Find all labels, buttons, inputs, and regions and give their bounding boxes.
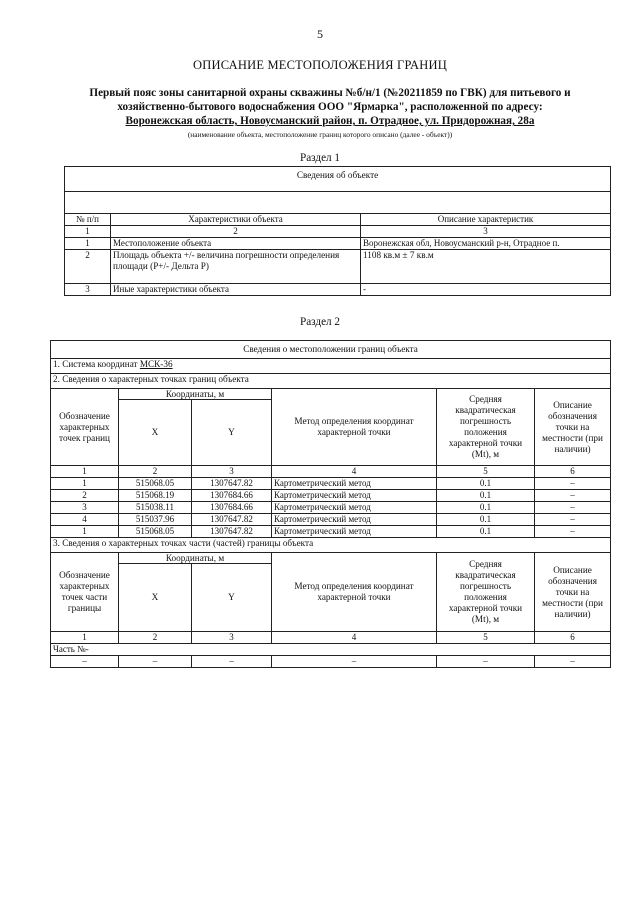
point-x: 515068.05 — [119, 526, 192, 538]
col-number: 4 — [272, 632, 437, 644]
coord-system-value: МСК-36 — [139, 359, 173, 369]
part-cell: – — [119, 656, 192, 668]
row-characteristic: Местоположение объекта — [111, 238, 361, 250]
point-y: 1307647.82 — [192, 478, 272, 490]
table-row — [51, 502, 611, 514]
coord-system-label: 1. Система координат — [53, 359, 140, 369]
part-cell: – — [192, 656, 272, 668]
col-number: 5 — [437, 466, 535, 478]
point-error: 0.1 — [437, 490, 535, 502]
point-number: 1 — [51, 478, 119, 490]
boundary-table-title: Сведения о местоположении границ объекта — [51, 341, 611, 359]
table-row — [65, 250, 611, 284]
parts-header-error: Средняя квадратическая погрешность положения характерной точки (Мt), м — [437, 553, 535, 632]
parts-header-method: Метод определения координат характерной точки — [272, 553, 437, 632]
col-number: 3 — [361, 226, 611, 238]
col-number: 1 — [51, 632, 119, 644]
point-number: 2 — [51, 490, 119, 502]
coord-system — [51, 359, 611, 374]
col-number: 6 — [535, 632, 611, 644]
point-x: 515068.19 — [119, 490, 192, 502]
point-x: 515037.96 — [119, 514, 192, 526]
point-description: – — [535, 526, 611, 538]
row-number: 3 — [65, 284, 111, 296]
row-number: 1 — [65, 238, 111, 250]
point-y: 1307684.66 — [192, 502, 272, 514]
header-error: Средняя квадратическая погрешность положения характерной точки (Мt), м — [437, 389, 535, 466]
header-description: Описание обозначения точки на местности (при наличии) — [535, 389, 611, 466]
point-method: Картометрический метод — [272, 490, 437, 502]
part-cell: – — [51, 656, 119, 668]
part-label: Часть №- — [51, 644, 611, 656]
parts-header-designation: Обозначение характерных точек части границы — [51, 553, 119, 632]
header-description: Описание характеристик — [361, 214, 611, 226]
header-number: № п/п — [65, 214, 111, 226]
point-number: 4 — [51, 514, 119, 526]
point-description: – — [535, 514, 611, 526]
subject-heading — [52, 86, 608, 128]
section1-title: Раздел 1 — [299, 152, 341, 164]
col-number: 1 — [65, 226, 111, 238]
header-characteristic: Характеристики объекта — [111, 214, 361, 226]
point-x: 515068.05 — [119, 478, 192, 490]
table-row — [51, 478, 611, 490]
point-error: 0.1 — [437, 478, 535, 490]
header-method: Метод определения координат характерной точки — [272, 389, 437, 466]
point-number: 1 — [51, 526, 119, 538]
table-row — [51, 490, 611, 502]
object-info-table — [64, 166, 611, 296]
header-x: X — [119, 400, 192, 466]
point-error: 0.1 — [437, 502, 535, 514]
col-number: 3 — [192, 466, 272, 478]
parts-header-y: Y — [192, 564, 272, 632]
row-number: 2 — [65, 250, 111, 284]
document-title: ОПИСАНИЕ МЕСТОПОЛОЖЕНИЯ ГРАНИЦ — [193, 58, 447, 72]
col-number: 6 — [535, 466, 611, 478]
subject-line-1: Первый пояс зоны санитарной охраны скважины №б/н/1 (№20211859 по ГВК) для питьевого и — [89, 87, 571, 99]
table-row — [51, 514, 611, 526]
parts-title: 3. Сведения о характерных точках части (частей) границы объекта — [51, 538, 611, 553]
point-method: Картометрический метод — [272, 502, 437, 514]
col-number: 1 — [51, 466, 119, 478]
header-designation: Обозначение характерных точек границ — [51, 389, 119, 466]
col-number: 5 — [437, 632, 535, 644]
table-row — [51, 656, 611, 668]
parts-header-x: X — [119, 564, 192, 632]
empty-row — [65, 192, 611, 214]
col-number: 2 — [119, 632, 192, 644]
row-characteristic: Площадь объекта +/- величина погрешности определения площади (Р+/- Дельта Р) — [111, 250, 361, 284]
point-description: – — [535, 490, 611, 502]
points-title: 2. Сведения о характерных точках границ объекта — [51, 374, 611, 389]
subject-line-3: Воронежская область, Новоусманский район, п. Отрадное, ул. Придорожная, 28а — [125, 115, 535, 127]
row-description: - — [361, 284, 611, 296]
col-number: 4 — [272, 466, 437, 478]
point-y: 1307647.82 — [192, 526, 272, 538]
row-description: 1108 кв.м ± 7 кв.м — [361, 250, 611, 284]
boundary-table — [50, 340, 611, 668]
point-method: Картометрический метод — [272, 478, 437, 490]
point-method: Картометрический метод — [272, 514, 437, 526]
object-info-table-title: Сведения об объекте — [65, 167, 611, 192]
point-y: 1307647.82 — [192, 514, 272, 526]
col-number: 2 — [119, 466, 192, 478]
point-description: – — [535, 502, 611, 514]
col-number: 2 — [111, 226, 361, 238]
part-cell: – — [535, 656, 611, 668]
table-row — [51, 526, 611, 538]
table-row — [65, 284, 611, 296]
point-method: Картометрический метод — [272, 526, 437, 538]
point-error: 0.1 — [437, 526, 535, 538]
part-cell: – — [272, 656, 437, 668]
parts-header-coords: Координаты, м — [119, 553, 272, 564]
point-y: 1307684.66 — [192, 490, 272, 502]
row-characteristic: Иные характеристики объекта — [111, 284, 361, 296]
page-number: 5 — [317, 27, 323, 41]
subject-note: (наименование объекта, местоположение границ которого описано (далее - объект)) — [187, 130, 453, 139]
section2-title: Раздел 2 — [299, 316, 341, 328]
table-row — [65, 238, 611, 250]
point-error: 0.1 — [437, 514, 535, 526]
header-coords: Координаты, м — [119, 389, 272, 400]
row-description: Воронежская обл, Новоусманский р-н, Отрадное п. — [361, 238, 611, 250]
point-description: – — [535, 478, 611, 490]
part-cell: – — [437, 656, 535, 668]
col-number: 3 — [192, 632, 272, 644]
point-x: 515038.11 — [119, 502, 192, 514]
subject-line-2: хозяйственно-бытового водоснабжения ООО "Ярмарка", расположенной по адресу: — [117, 101, 543, 113]
parts-header-description: Описание обозначения точки на местности (при наличии) — [535, 553, 611, 632]
header-y: Y — [192, 400, 272, 466]
point-number: 3 — [51, 502, 119, 514]
